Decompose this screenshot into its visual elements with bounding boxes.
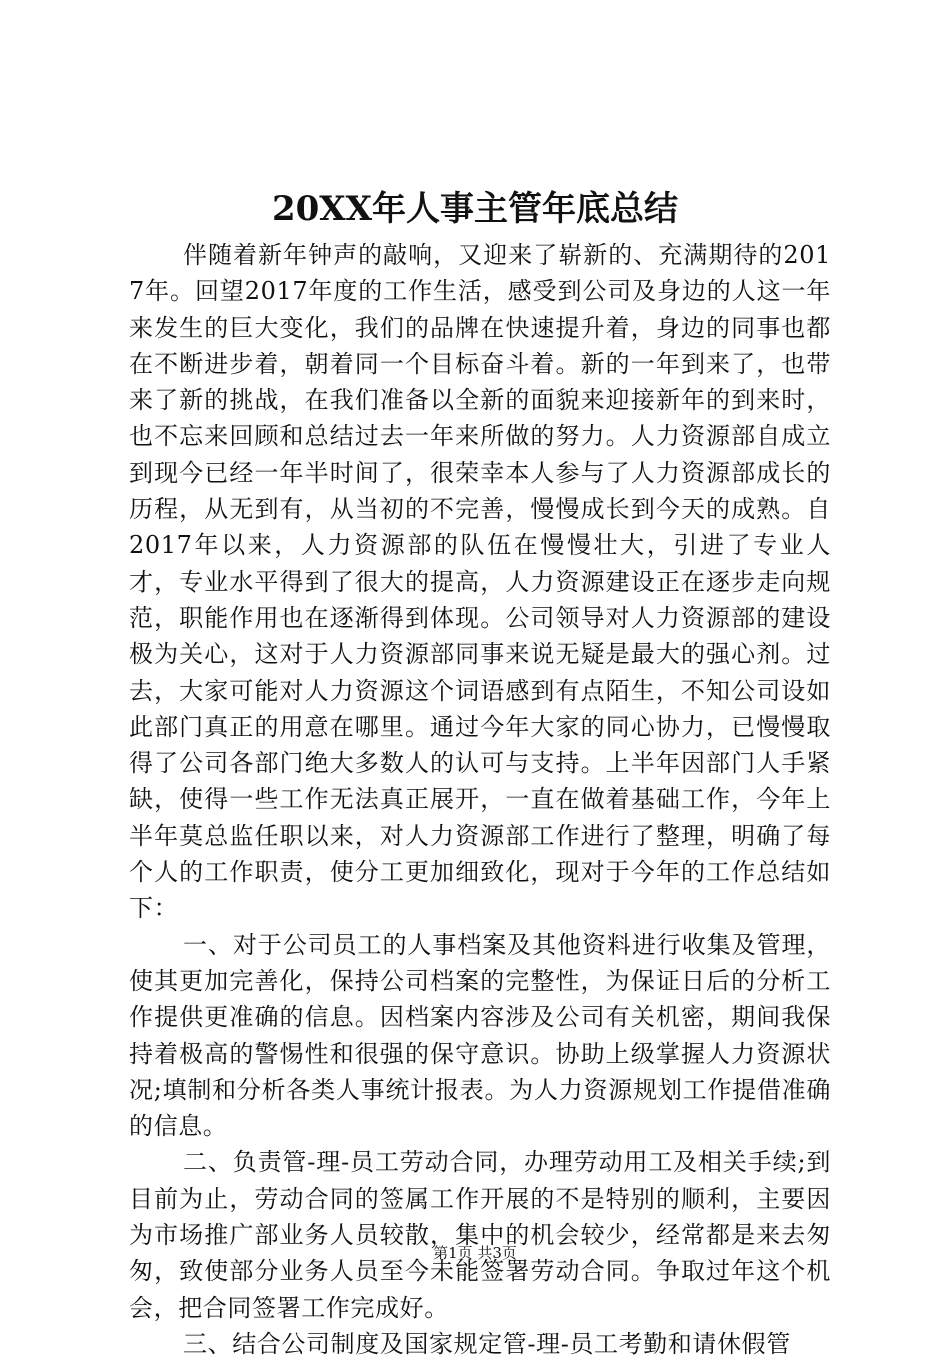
paragraph-section-3: 三、结合公司制度及国家规定管-理-员工考勤和请休假管 [183, 1329, 791, 1358]
document-body [129, 237, 831, 1362]
paragraph-intro: 伴随着新年钟声的敲响，又迎来了崭新的、充满期待的2017年。回望2017年度的工作生活，感受到公司及身边的人这一年来发生的巨大变化，我们的品牌在快速提升着，身边的同事也都在不断进步着，朝着同一个目标奋斗着。新的一年到来了，也带来了新的挑战，在我们准备以全新的面貌来迎接新年的到来时，也不忘来回顾和总结过去一年来所做的努力。人力资源部自成立到现今已经一年半时间了，很荣幸本人参与了人力资源部成长的历程，从无到有，从当初的不完善，慢慢成长到今天的成熟。自2017年以来，人力资源部的队伍在慢慢壮大，引进了专业人才，专业水平得到了很大的提高，人力资源建设正在逐步走向规范，职能作用也在逐渐得到体现。公司领导对人力资源部的建设极为关心，这对于人力资源部同事来说无疑是最大的强心剂。过去，大家可能对人力资源这个词语感到有点陌生，不知公司设如此部门真正的用意在哪里。通过今年大家的同心协力，已慢慢取得了公司各部门绝大多数人的认可与支持。上半年因部门人手紧缺，使得一些工作无法真正展开，一直在做着基础工作，今年上半年莫总监任职以来，对人力资源部工作进行了整理，明确了每个人的工作职责，使分工更加细致化，现对于今年的工作总结如下： [129, 241, 831, 923]
document-title: 20XX年人事主管年底总结 [271, 189, 679, 229]
page-number-footer: 第1页 共3页 [433, 1244, 517, 1262]
paragraph-section-1: 一、对于公司员工的人事档案及其他资料进行收集及管理，使其更加完善化，保持公司档案的完整性，为保证日后的分析工作提供更准确的信息。因档案内容涉及公司有关机密，期间我保持着极高的警惕性和很强的保守意识。协助上级掌握人力资源状况;填制和分析各类人事统计报表。为人力资源规划工作提借准确的信息。 [129, 930, 831, 1141]
paragraph-section-2: 二、负责管-理-员工劳动合同，办理劳动用工及相关手续;到目前为止，劳动合同的签属工作开展的不是特别的顺利，主要因为市场推广部业务人员较散，集中的机会较少，经常都是来去匆匆，致使部分业务人员至今未能签署劳动合同。争取过年这个机会，把合同签署工作完成好。 [129, 1148, 831, 1322]
